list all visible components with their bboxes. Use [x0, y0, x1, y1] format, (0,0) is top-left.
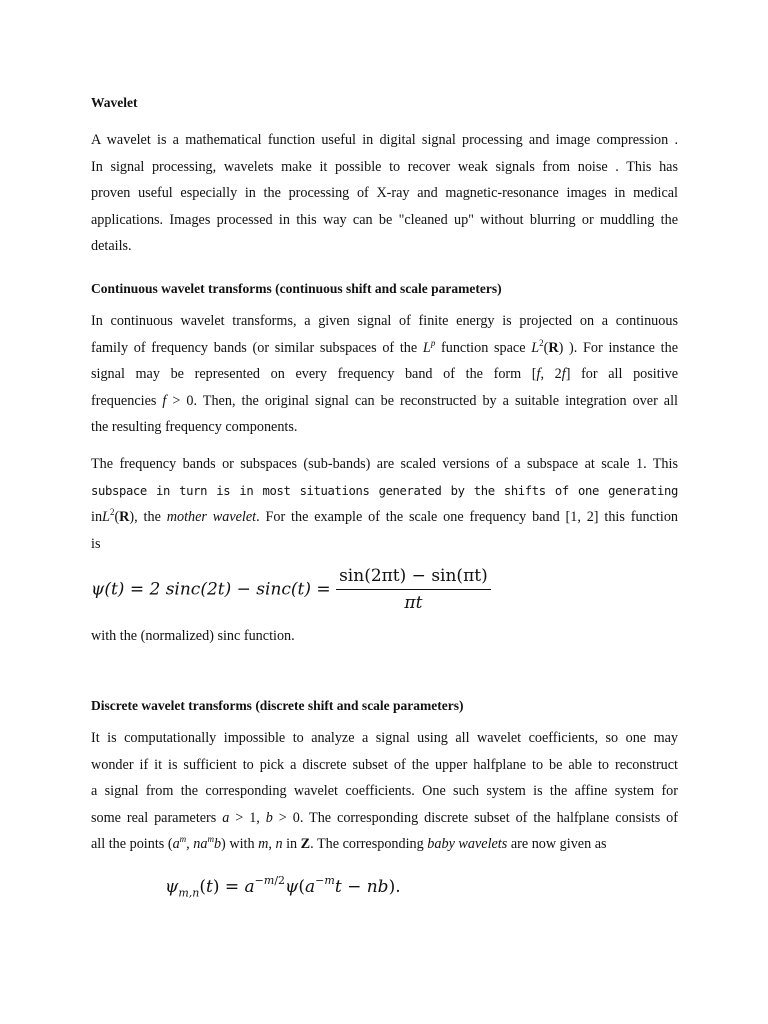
dwt-line: all the points ($a^m$, $na^mb$) with m, n in Z. The corresponding baby wavelets are now given as: [91, 834, 607, 853]
page-title: Wavelet: [91, 95, 138, 110]
formula-fraction: [336, 566, 491, 613]
dwt-line: some real parameters a > 1, b > 0. The corresponding discrete subset of the halfplane consists of: [91, 809, 678, 826]
cwt-p2-line: is: [91, 535, 101, 552]
cwt-heading: Continuous wavelet transforms (continuous shift and scale parameters): [91, 281, 502, 296]
cwt-p2-line: The frequency bands or subspaces (sub-bands) are scaled versions of a subspace at scale 1. This: [91, 456, 678, 472]
intro-line: applications. Images processed in this way can be "cleaned up" without blurring or muddling the: [91, 211, 678, 228]
cwt-p1-line: signal may be represented on every frequency band of the form [f, 2f] for all positive: [91, 366, 678, 383]
cwt-p1-line: frequencies f > 0. Then, the original signal can be reconstructed by a suitable integration over all: [91, 392, 678, 409]
cwt-after-formula: with the (normalized) sinc function.: [91, 628, 295, 644]
cwt-paragraph-1: [91, 308, 678, 441]
formula-denominator: πt: [404, 593, 423, 613]
dwt-heading: Discrete wavelet transforms (discrete shift and scale parameters): [91, 698, 464, 713]
formula-numerator: sin(2πt) − sin(πt): [336, 566, 491, 590]
formula-lhs: ψ(t) = 2 sinc(2t) − sinc(t) =: [91, 579, 331, 600]
cwt-p1-line: In continuous wavelet transforms, a given signal of finite energy is projected on a continuous: [91, 313, 678, 329]
cwt-paragraph-2: [91, 451, 678, 557]
cwt-p1-line: the resulting frequency components.: [91, 419, 298, 436]
intro-line: In signal processing, wavelets make it possible to recover weak signals from noise . This has: [91, 158, 678, 175]
intro-line: proven useful especially in the processing of X-ray and magnetic-resonance images in medical: [91, 185, 678, 202]
intro-paragraph: [91, 127, 678, 260]
intro-line: details.: [91, 238, 132, 255]
cwt-p2-line: inL$^2$(R), the mother wavelet. For the example of the scale one frequency band [1, 2] this function: [91, 507, 678, 526]
baby-wavelet-formula: $\psi_{m,n}(t) = a^{-m/2}\psi(a^{-m}t - nb)$.: [165, 874, 401, 900]
intro-line: A wavelet is a mathematical function useful in digital signal processing and image compression .: [91, 132, 678, 148]
sinc-formula: [91, 566, 491, 613]
cwt-p1-line: family of frequency bands (or similar subspaces of the $L^p$ function space $L^2(R)$ ). For instance the: [91, 337, 678, 356]
dwt-paragraph: [91, 725, 678, 858]
dwt-line: It is computationally impossible to analyze a signal using all wavelet coefficients, so one may: [91, 730, 678, 746]
dwt-line: a signal from the corresponding wavelet coefficients. One such system is the affine system for: [91, 783, 678, 800]
dwt-line: wonder if it is sufficient to pick a discrete subset of the upper halfplane to be able to reconstruct: [91, 756, 678, 773]
cwt-p2-line: subspace in turn is in most situations generated by the shifts of one generating: [91, 483, 678, 498]
